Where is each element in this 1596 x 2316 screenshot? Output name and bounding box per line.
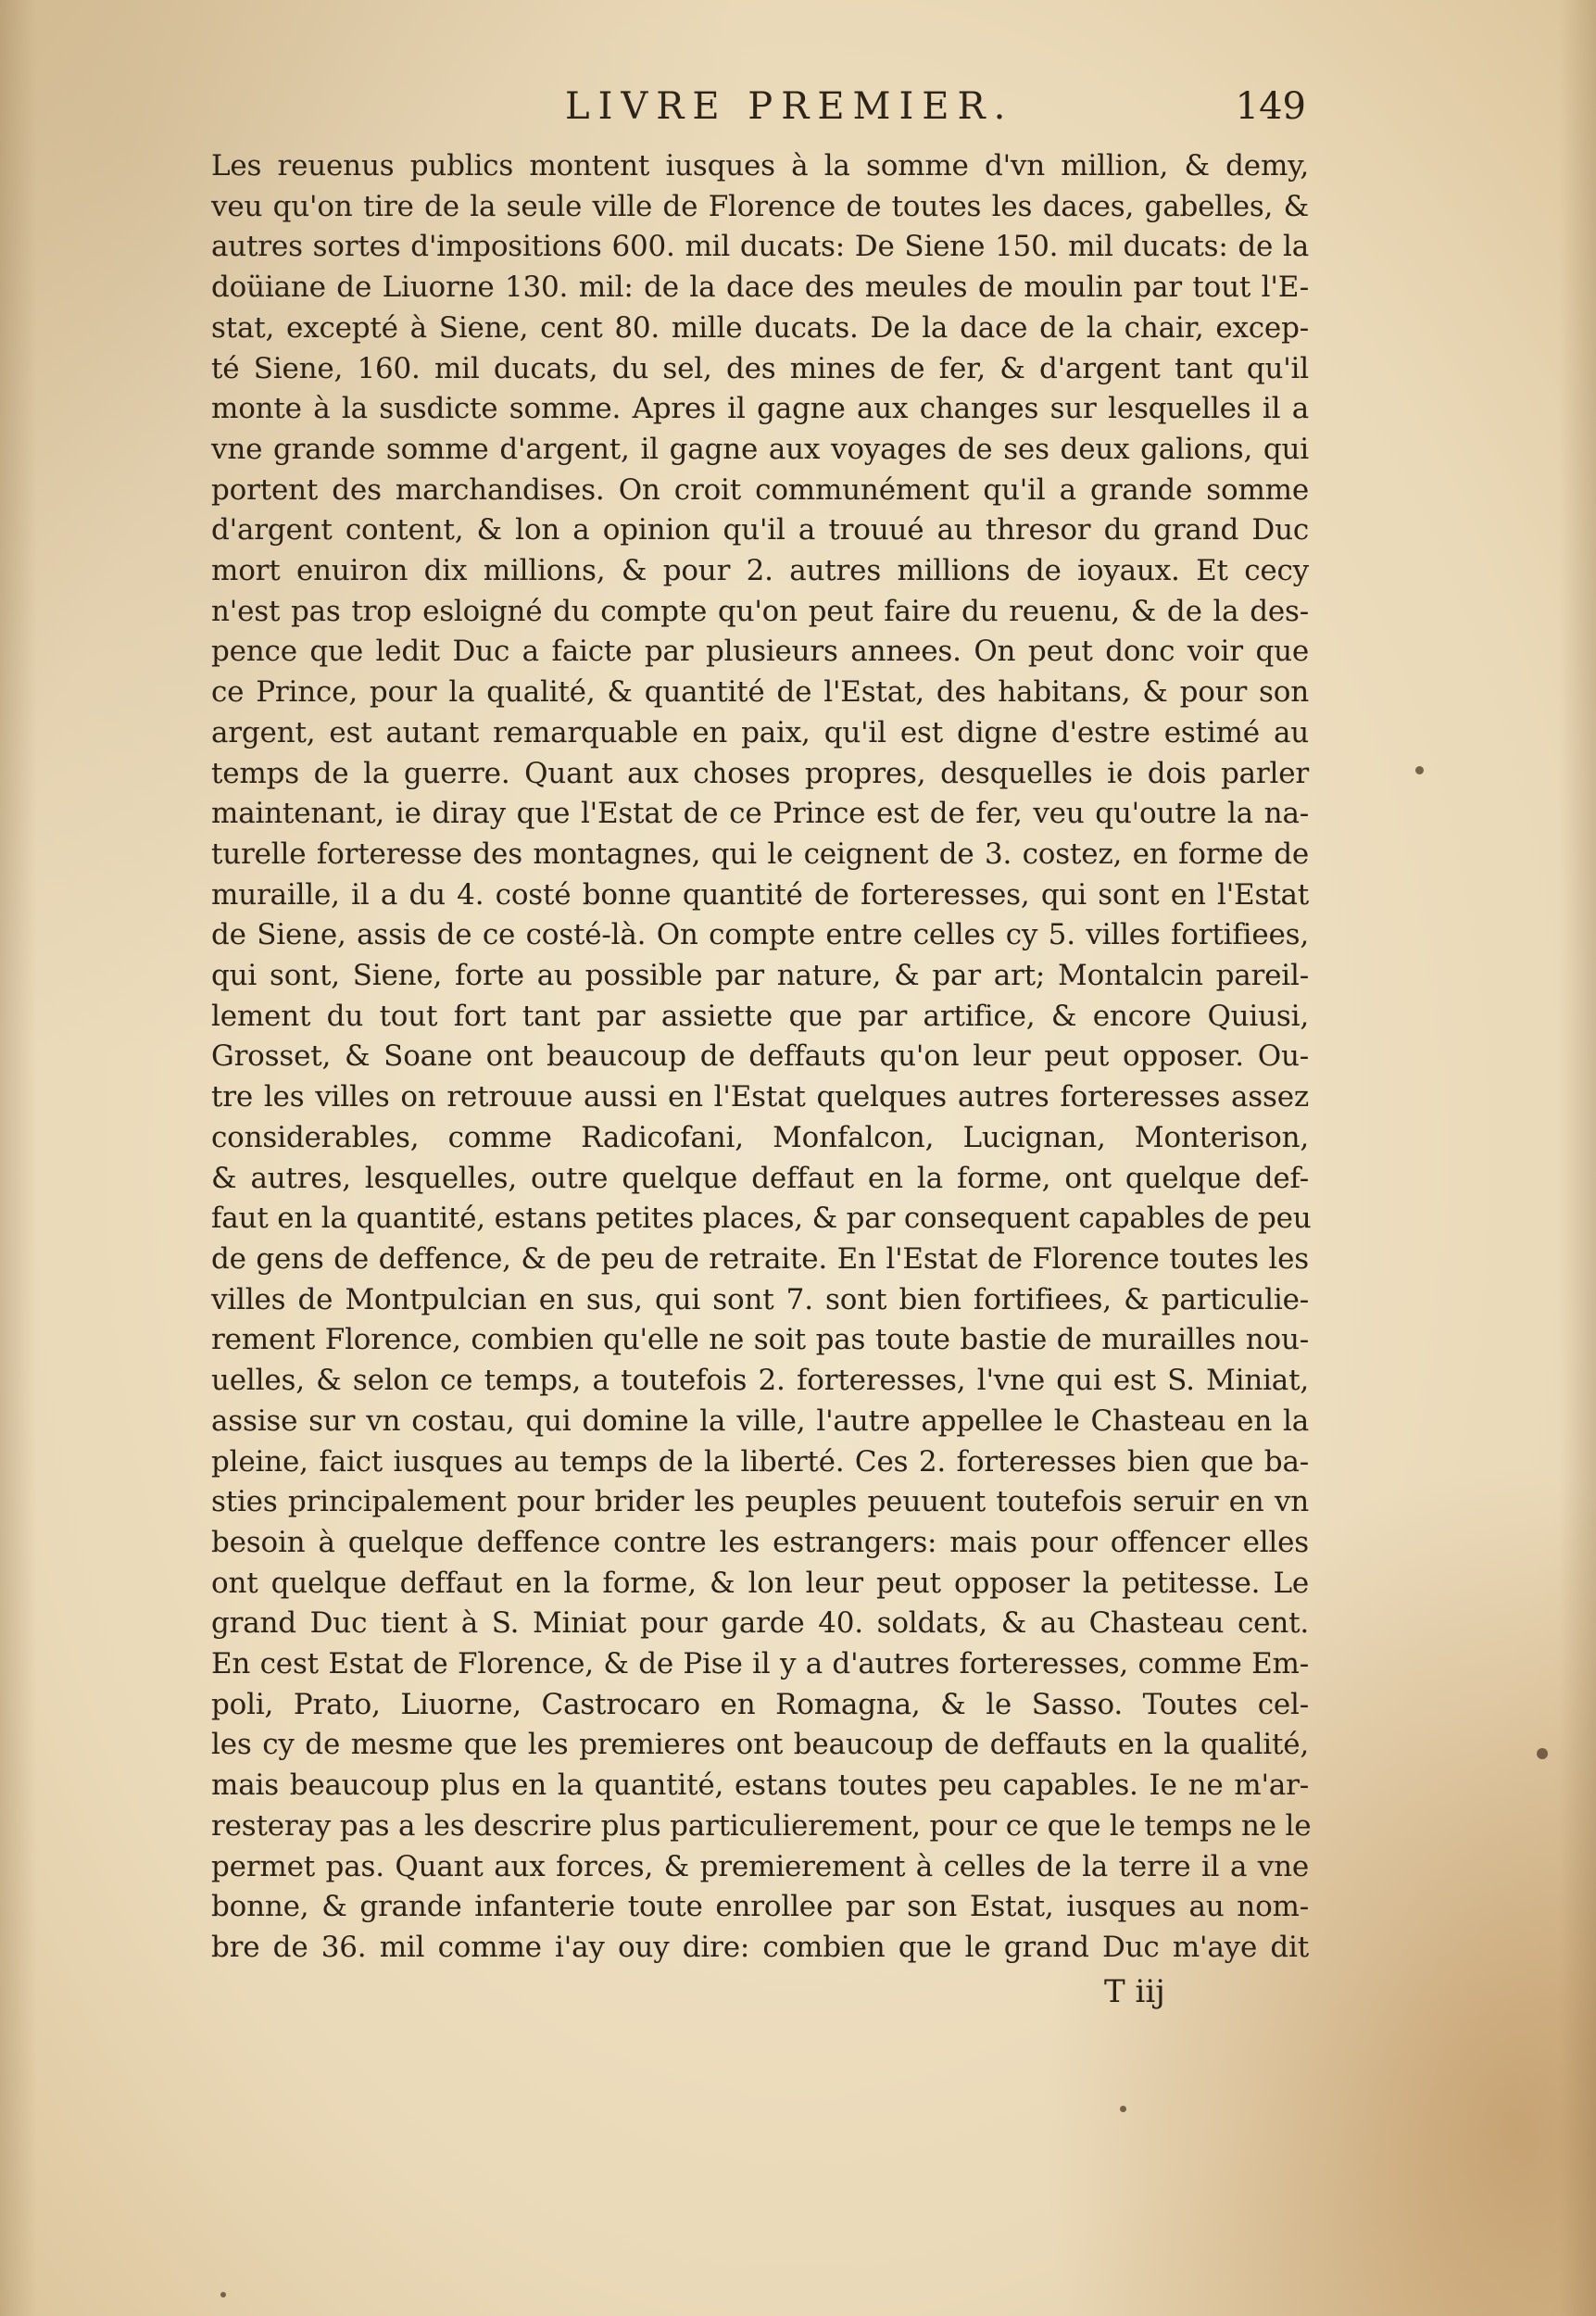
text-line: considerables, comme Radicofani, Monfalcon, Lucignan, Monterison, [211,1120,1309,1154]
text-line: qui sont, Siene, forte au possible par nature, & par art; Montalcin pareil- [211,959,1309,993]
text-line: n'est pas trop esloigné du compte qu'on peut faire du reuenu, & de la des- [211,594,1309,628]
text-line: resteray pas a les descrire plus particulierement, pour ce que le temps ne le [211,1808,1312,1843]
text-line: turelle forteresse des montagnes, qui le ceignent de 3. costez, en forme de [211,837,1309,871]
text-line: rement Florence, combien qu'elle ne soit pas toute bastie de murailles nou- [211,1323,1309,1357]
ink-speck [1537,1748,1548,1759]
text-line: lement du tout fort tant par assiette que par artifice, & encore Quiusi, [211,999,1309,1033]
text-line: poli, Prato, Liuorne, Castrocaro en Romagna, & le Sasso. Toutes cel- [211,1687,1309,1721]
signature-mark: T iij [1104,1973,1165,2010]
text-line: faut en la quantité, estans petites places, & par consequent capables de peu [211,1202,1312,1236]
text-line: mort enuiron dix millions, & pour 2. autres millions de ioyaux. Et cecy [211,554,1309,588]
text-line: portent des marchandises. On croit communément qu'il a grande somme [211,472,1309,507]
ink-speck [1120,2106,1126,2112]
page-right-shadow [1559,0,1596,2316]
text-line: autres sortes d'impositions 600. mil ducats: De Siene 150. mil ducats: de la [211,230,1309,264]
text-line: té Siene, 160. mil ducats, du sel, des mines de fer, & d'argent tant qu'il [211,351,1309,385]
text-line: stat, excepté à Siene, cent 80. mille ducats. De la dace de la chair, excep- [211,310,1309,345]
text-line: En cest Estat de Florence, & de Pise il y a d'autres forteresses, comme Em- [211,1647,1309,1681]
page-number: 149 [1235,85,1306,128]
text-line: maintenant, ie diray que l'Estat de ce Prince est de fer, veu qu'outre la na- [211,797,1309,831]
text-line: vne grande somme d'argent, il gagne aux voyages de ses deux galions, qui [211,432,1309,466]
text-line: d'argent content, & lon a opinion qu'il a trouué au thresor du grand Duc [211,513,1309,548]
page-header [213,85,1306,141]
text-line: besoin à quelque deffence contre les estrangers: mais pour offencer elles [211,1525,1309,1559]
page-left-shadow [0,0,37,2316]
text-line: tre les villes on retrouue aussi en l'Estat quelques autres forteresses assez [211,1080,1309,1114]
text-line: assise sur vn costau, qui domine la ville, l'autre appellee le Chasteau en la [211,1403,1309,1438]
text-line: & autres, lesquelles, outre quelque deffaut en la forme, ont quelque def- [211,1161,1309,1195]
running-title: LIVRE PREMIER. [565,85,1014,128]
text-line: de Siene, assis de ce costé-là. On compte entre celles cy 5. villes fortifiees, [211,918,1309,952]
text-line: permet pas. Quant aux forces, & premierement à celles de la terre il a vne [211,1849,1309,1883]
text-line: grand Duc tient à S. Miniat pour garde 40. soldats, & au Chasteau cent. [211,1606,1309,1641]
text-line: temps de la guerre. Quant aux choses propres, desquelles ie dois parler [211,756,1309,790]
text-line: veu qu'on tire de la seule ville de Florence de toutes les daces, gabelles, & [211,189,1309,223]
text-line: Grosset, & Soane ont beaucoup de deffauts qu'on leur peut opposer. Ou- [211,1039,1309,1074]
text-line: bre de 36. mil comme i'ay ouy dire: combien que le grand Duc m'aye dit [211,1930,1309,1964]
text-line: ont quelque deffaut en la forme, & lon leur peut opposer la petitesse. Le [211,1566,1309,1600]
ink-speck [220,2292,226,2297]
text-line: mais beaucoup plus en la quantité, estans toutes peu capables. Ie ne m'ar- [211,1768,1309,1803]
text-line: pence que ledit Duc a faicte par plusieurs annees. On peut donc voir que [211,635,1309,669]
text-line: villes de Montpulcian en sus, qui sont 7. sont bien fortifiees, & particulie- [211,1282,1309,1316]
text-line: Les reuenus publics montent iusques à la somme d'vn million, & demy, [211,149,1309,183]
text-line: muraille, il a du 4. costé bonne quantité de forteresses, qui sont en l'Estat [211,877,1309,912]
ink-speck [1415,766,1424,774]
text-line: les cy de mesme que les premieres ont beaucoup de deffauts en la qualité, [211,1728,1309,1762]
text-line: uelles, & selon ce temps, a toutefois 2. forteresses, l'vne qui est S. Miniat, [211,1364,1309,1398]
text-line: sties principalement pour brider les peuples peuuent toutefois seruir en vn [211,1485,1309,1519]
body-text [211,146,1312,1969]
text-line: bonne, & grande infanterie toute enrollee par son Estat, iusques au nom- [211,1890,1309,1924]
text-line: de gens de deffence, & de peu de retraite. En l'Estat de Florence toutes les [211,1241,1309,1276]
text-line: monte à la susdicte somme. Apres il gagne aux changes sur lesquelles il a [211,392,1309,426]
text-line: doüiane de Liuorne 130. mil: de la dace des meules de moulin par tout l'E- [211,271,1309,305]
text-line: ce Prince, pour la qualité, & quantité de l'Estat, des habitans, & pour son [211,675,1309,710]
text-line: argent, est autant remarquable en paix, qu'il est digne d'estre estimé au [211,715,1309,749]
text-line: pleine, faict iusques au temps de la liberté. Ces 2. forteresses bien que ba- [211,1444,1309,1479]
